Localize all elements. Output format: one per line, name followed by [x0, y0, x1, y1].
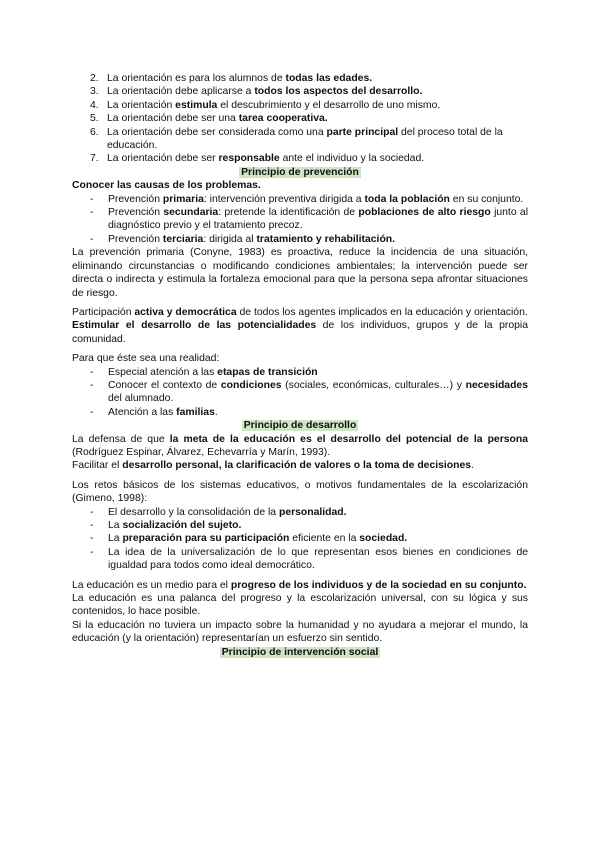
bold-text: toda la población	[364, 193, 450, 205]
rich-text	[72, 620, 528, 644]
section-heading-prevencion: Principio de prevención	[241, 166, 359, 178]
text: .	[471, 460, 474, 472]
text: Prevención	[108, 193, 163, 205]
paragraph	[72, 619, 528, 646]
rich-text	[107, 86, 422, 97]
rich-text	[72, 480, 528, 504]
text: (sociales, económicas, culturales…) y	[281, 379, 466, 391]
rich-text	[107, 73, 372, 84]
bold-text: sociedad.	[359, 533, 408, 545]
list-item: - La socialización del sujeto.	[90, 520, 242, 531]
paragraph	[72, 306, 528, 319]
text: La idea de la universalización de lo que representan esos bienes en condiciones de igualdad para todos como ideal democrático.	[108, 546, 528, 572]
text: Para que éste sea una realidad:	[72, 353, 220, 365]
list-item: - Prevención terciaria: dirigida al tratamiento y rehabilitación.	[90, 233, 396, 245]
rich-text	[108, 407, 218, 418]
bold-text: tratamiento y rehabilitación.	[256, 233, 396, 245]
text: Los retos básicos de los sistemas educativos, o motivos fundamentales de la escolarización (Gimeno, 1998):	[72, 479, 528, 505]
bold-text: personalidad.	[278, 506, 347, 518]
text: La orientación debe ser una	[107, 113, 239, 125]
rich-text	[108, 533, 407, 544]
text: La	[108, 520, 123, 531]
text: : pretende la identificación de	[218, 207, 359, 219]
document-content	[72, 72, 528, 659]
text: El desarrollo y la consolidación de la	[108, 506, 279, 518]
bold-text: etapas de transición	[217, 366, 318, 378]
text: en su conjunto.	[449, 193, 524, 205]
list-item: - Conocer el contexto de condiciones (sociales, económicas, culturales…) y necesidades del alumnado.	[90, 379, 528, 405]
bold-text: estimula	[175, 99, 218, 111]
rich-text	[108, 520, 241, 531]
list-item: - Atención a las familias.	[90, 406, 218, 418]
text: La	[108, 533, 123, 545]
rich-text	[72, 593, 528, 617]
text: ante el individuo y la sociedad.	[279, 153, 425, 165]
bold-text: parte principal	[326, 126, 399, 138]
text: : dirigida al	[203, 233, 257, 245]
list-item: - Prevención primaria: intervención preventiva dirigida a toda la población en su conjunto.	[90, 193, 524, 205]
bold-text: desarrollo personal, la clarificación de valores o la toma de decisiones	[122, 460, 472, 472]
text: Conocer el contexto de	[108, 379, 221, 391]
text: La orientación debe ser	[107, 153, 219, 165]
list-item: 5. La orientación debe ser una tarea cooperativa.	[90, 113, 328, 125]
text: Prevención	[108, 233, 163, 245]
text: La prevención primaria (Conyne, 1983) es proactiva, reduce la incidencia de una situación, eliminando circunstancias o modificando condiciones ambientales; la intervención puede ser directa o indirecta y estimula la fortaleza emocional para que la persona sepa afrontar situaciones de riesgo.	[72, 247, 528, 299]
text: el descubrimiento y el desarrollo de uno mismo.	[217, 99, 441, 111]
text: Facilitar el	[72, 460, 123, 472]
paragraph	[72, 352, 528, 365]
text: Prevención	[108, 207, 164, 219]
text: : intervención preventiva dirigida a	[203, 193, 365, 205]
bold-text: Estimular el desarrollo de las potencialidades	[72, 320, 317, 332]
text: La orientación debe ser considerada como una	[107, 126, 327, 138]
bold-text: activa y democrática	[134, 306, 237, 318]
list-item: - La preparación para su participación eficiente en la sociedad.	[90, 533, 408, 545]
rich-text	[108, 547, 528, 571]
text: del alumnado.	[108, 393, 174, 405]
bold-text: socialización del sujeto.	[122, 520, 242, 531]
list-item: - El desarrollo y la consolidación de la personalidad.	[90, 506, 347, 518]
rich-text	[72, 320, 528, 344]
rich-text	[107, 100, 440, 111]
paragraph	[72, 579, 528, 592]
rich-text	[108, 207, 528, 231]
text: La orientación debe aplicarse a	[107, 86, 255, 98]
rich-text	[108, 367, 318, 378]
reality-conditions-list	[72, 366, 528, 420]
bold-text: progreso de los individuos y de la sociedad en su conjunto.	[230, 579, 527, 591]
rich-text	[108, 507, 347, 518]
rich-text	[72, 247, 528, 298]
bold-text: secundaria	[163, 207, 219, 219]
text: La defensa de que	[72, 433, 170, 445]
text: La educación es un medio para el	[72, 579, 231, 591]
text: de los individuos, grupos y de la propia comunidad.	[72, 320, 528, 345]
rich-text	[72, 353, 219, 364]
text: La orientación	[107, 99, 176, 111]
rich-text	[72, 460, 474, 471]
list-item: - Prevención secundaria: pretende la identificación de poblaciones de alto riesgo junto al diagnóstico previo y el tratamiento precoz.	[90, 207, 528, 232]
prevention-types-list	[72, 193, 528, 247]
bold-text: tarea cooperativa.	[238, 113, 328, 125]
bold-text: la meta de la educación es el desarrollo del potencial de la persona	[169, 433, 528, 445]
bold-text: responsable	[218, 153, 280, 165]
text: Participación	[72, 306, 135, 318]
text: La orientación es para los alumnos de	[107, 73, 286, 84]
paragraph	[72, 319, 528, 346]
list-item: - La idea de la universalización de lo que representan esos bienes en condiciones de igualdad para todos como ideal democrático.	[90, 546, 528, 572]
text: La educación es una palanca del progreso y la escolarización universal, con su lógica y sus contenidos, lo hace posible.	[72, 593, 528, 618]
rich-text	[72, 580, 526, 591]
rich-text	[72, 307, 528, 318]
text: .	[214, 406, 218, 418]
paragraph	[72, 246, 528, 300]
list-item: 2. La orientación es para los alumnos de todas las edades.	[90, 73, 373, 84]
bold-text: todos los aspectos del desarrollo.	[254, 86, 423, 98]
text: del proceso total de la educación.	[107, 126, 503, 152]
section-heading-intervencion: Principio de intervención social	[221, 646, 379, 658]
rich-text	[107, 153, 424, 164]
text: de todos los agentes implicados en la educación y orientación.	[236, 306, 528, 318]
principles-list	[72, 72, 528, 166]
bold-text: primaria	[162, 193, 204, 205]
education-challenges-list	[72, 506, 528, 573]
list-item: 3. La orientación debe aplicarse a todos los aspectos del desarrollo.	[90, 86, 423, 98]
text: eficiente en la	[289, 533, 360, 545]
section-heading-desarrollo: Principio de desarrollo	[243, 420, 357, 432]
bold-text: poblaciones de alto riesgo	[358, 207, 491, 219]
rich-text	[72, 434, 528, 458]
bold-text: preparación para su participación	[122, 533, 290, 545]
list-item: 6. La orientación debe ser considerada como una parte principal del proceso total de la educación.	[90, 126, 503, 152]
paragraph	[72, 433, 528, 460]
paragraph	[72, 592, 528, 619]
rich-text	[107, 127, 503, 151]
list-item: - Especial atención a las etapas de transición	[90, 366, 318, 378]
list-item: 4. La orientación estimula el descubrimiento y el desarrollo de uno mismo.	[90, 99, 441, 111]
paragraph	[72, 479, 528, 506]
bold-text: familias	[176, 406, 215, 418]
text: Atención a las	[108, 406, 177, 418]
paragraph	[72, 459, 528, 472]
text: (Rodríguez Espinar, Álvarez, Echevarría y Marín, 1993).	[72, 446, 331, 458]
subheading-causas: Conocer las causas de los problemas.	[72, 180, 261, 192]
list-item: 7. La orientación debe ser responsable ante el individuo y la sociedad.	[90, 153, 425, 165]
rich-text	[108, 380, 528, 404]
text: junto al diagnóstico previo y el tratamiento precoz.	[108, 207, 528, 232]
bold-text: necesidades	[465, 379, 528, 391]
bold-text: condiciones	[220, 379, 282, 391]
text: Especial atención a las	[108, 366, 218, 378]
rich-text	[107, 113, 328, 124]
bold-text: todas las edades.	[285, 73, 373, 84]
text: Si la educación no tuviera un impacto sobre la humanidad y no ayudara a mejorar el mundo, la educación (y la orientación) representarían un esfuerzo sin sentido.	[72, 619, 528, 645]
rich-text	[108, 194, 523, 205]
rich-text	[108, 234, 395, 245]
bold-text: terciaria	[162, 233, 204, 245]
